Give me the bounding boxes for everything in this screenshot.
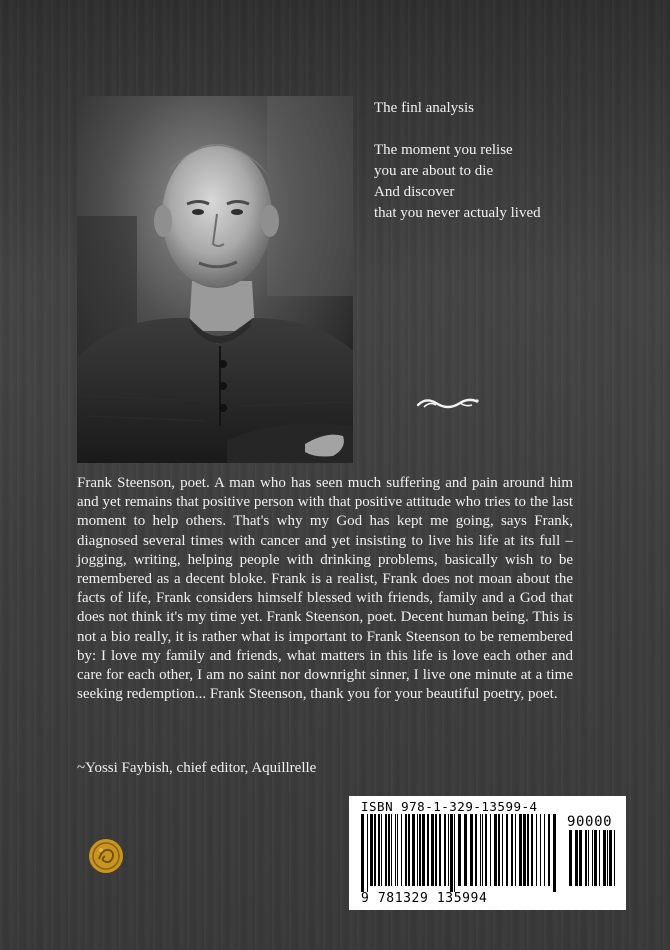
isbn-barcode [349,796,626,910]
publisher-seal-icon [87,837,125,875]
barcode-bar [585,830,587,886]
barcode-bar [482,814,483,886]
barcode-bar [381,814,382,886]
ean-barcode-bars [359,814,559,892]
barcode-bar [435,814,437,886]
barcode-bar [569,830,572,886]
barcode-bar [412,814,415,886]
barcode-bar [607,830,608,886]
barcode-bar [401,814,402,886]
barcode-bar [599,830,600,886]
barcode-bar [431,814,434,886]
barcode-bar [480,814,481,886]
poem-title: The finl analysis [374,100,474,116]
barcode-bar [603,830,606,886]
barcode-bar [374,814,376,886]
barcode-bar [448,814,449,886]
barcode-bar [395,814,396,886]
barcode-bar [444,814,446,886]
barcode-bar [454,814,455,892]
barcode-bar [422,814,425,886]
poem [374,98,644,224]
barcode-bar [609,830,612,886]
barcode-bar [594,830,597,886]
barcode-bar [540,814,541,886]
author-portrait-illustration [77,96,353,463]
ean-digits: 9 781329 135994 [361,891,488,906]
barcode-bar [450,814,453,892]
barcode-bar [391,814,392,886]
poem-line: And discover [374,184,455,200]
barcode-bar [498,814,500,886]
barcode-bar [588,830,589,886]
poem-line: that you never actualy lived [374,205,541,221]
barcode-bar [385,814,387,886]
barcode-bar [579,830,582,886]
barcode-bar [458,814,461,886]
swash-ornament-icon [416,393,480,413]
barcode-bar [361,814,364,892]
barcode-bar [511,814,513,886]
barcode-bar [427,814,429,886]
barcode-bar [494,814,497,886]
addon-barcode-bars [567,830,619,892]
author-bio: Frank Steenson, poet. A man who has seen much suffering and pain around him and yet remains that positive person with that positive attitude who tries to the last moment to help others. That's why my God has kept me going, says Frank, diagnosed several times with cancer and yet insisting to live his life at its full – jogging, writing, helping people with drinking problems, basically wish to be remembered as a decent bloke. Frank is a realist, Frank does not moan about the facts of life, Frank considers himself blessed with friends, family and a God that does not think it's my time yet. Frank Steenson, poet. Decent human being. This is not a bio really, it is rather what is important to Frank Steenson to be remembered by: I love my family and friends, what matters in this life is love each other and care for each other, I am no saint nor downright sinner, I live one minute at a time seeking redemption... Frank Steenson, thank you for your beautiful poetry, poet. [77,475,573,703]
isbn-label: ISBN 978-1-329-13599-4 [361,799,538,814]
barcode-bar [548,814,550,886]
barcode-bar [419,814,421,886]
barcode-bar [553,814,556,892]
barcode-bar [370,814,373,886]
barcode-bar [470,814,473,886]
barcode-bar [464,814,467,886]
barcode-bar [417,814,418,886]
barcode-bar [475,814,477,886]
barcode-bar [405,814,407,886]
barcode-bar [614,830,615,886]
barcode-bar [408,814,410,886]
barcode-bar [502,814,503,886]
barcode-bar [485,814,487,886]
barcode-bar [527,814,529,886]
poem-line: you are about to die [374,163,494,179]
barcode-bar [397,814,398,886]
barcode-bar [388,814,390,886]
barcode-addon-digits: 90000 [567,814,613,830]
bio-signature: ~Yossi Faybish, chief editor, Aquillrelle [77,760,317,776]
barcode-bar [523,814,526,886]
barcode-bar [544,814,545,886]
barcode-bar [531,814,533,886]
barcode-bar [506,814,508,886]
author-photo [77,96,353,463]
barcode-bar [592,830,593,886]
barcode-bar [490,814,491,886]
poem-line: The moment you relise [374,142,513,158]
barcode-bar [519,814,522,886]
barcode-bar [515,814,516,886]
barcode-bar [378,814,380,886]
barcode-bar [367,814,368,892]
barcode-bar [536,814,537,886]
barcode-bar [575,830,578,886]
barcode-bar [439,814,441,886]
